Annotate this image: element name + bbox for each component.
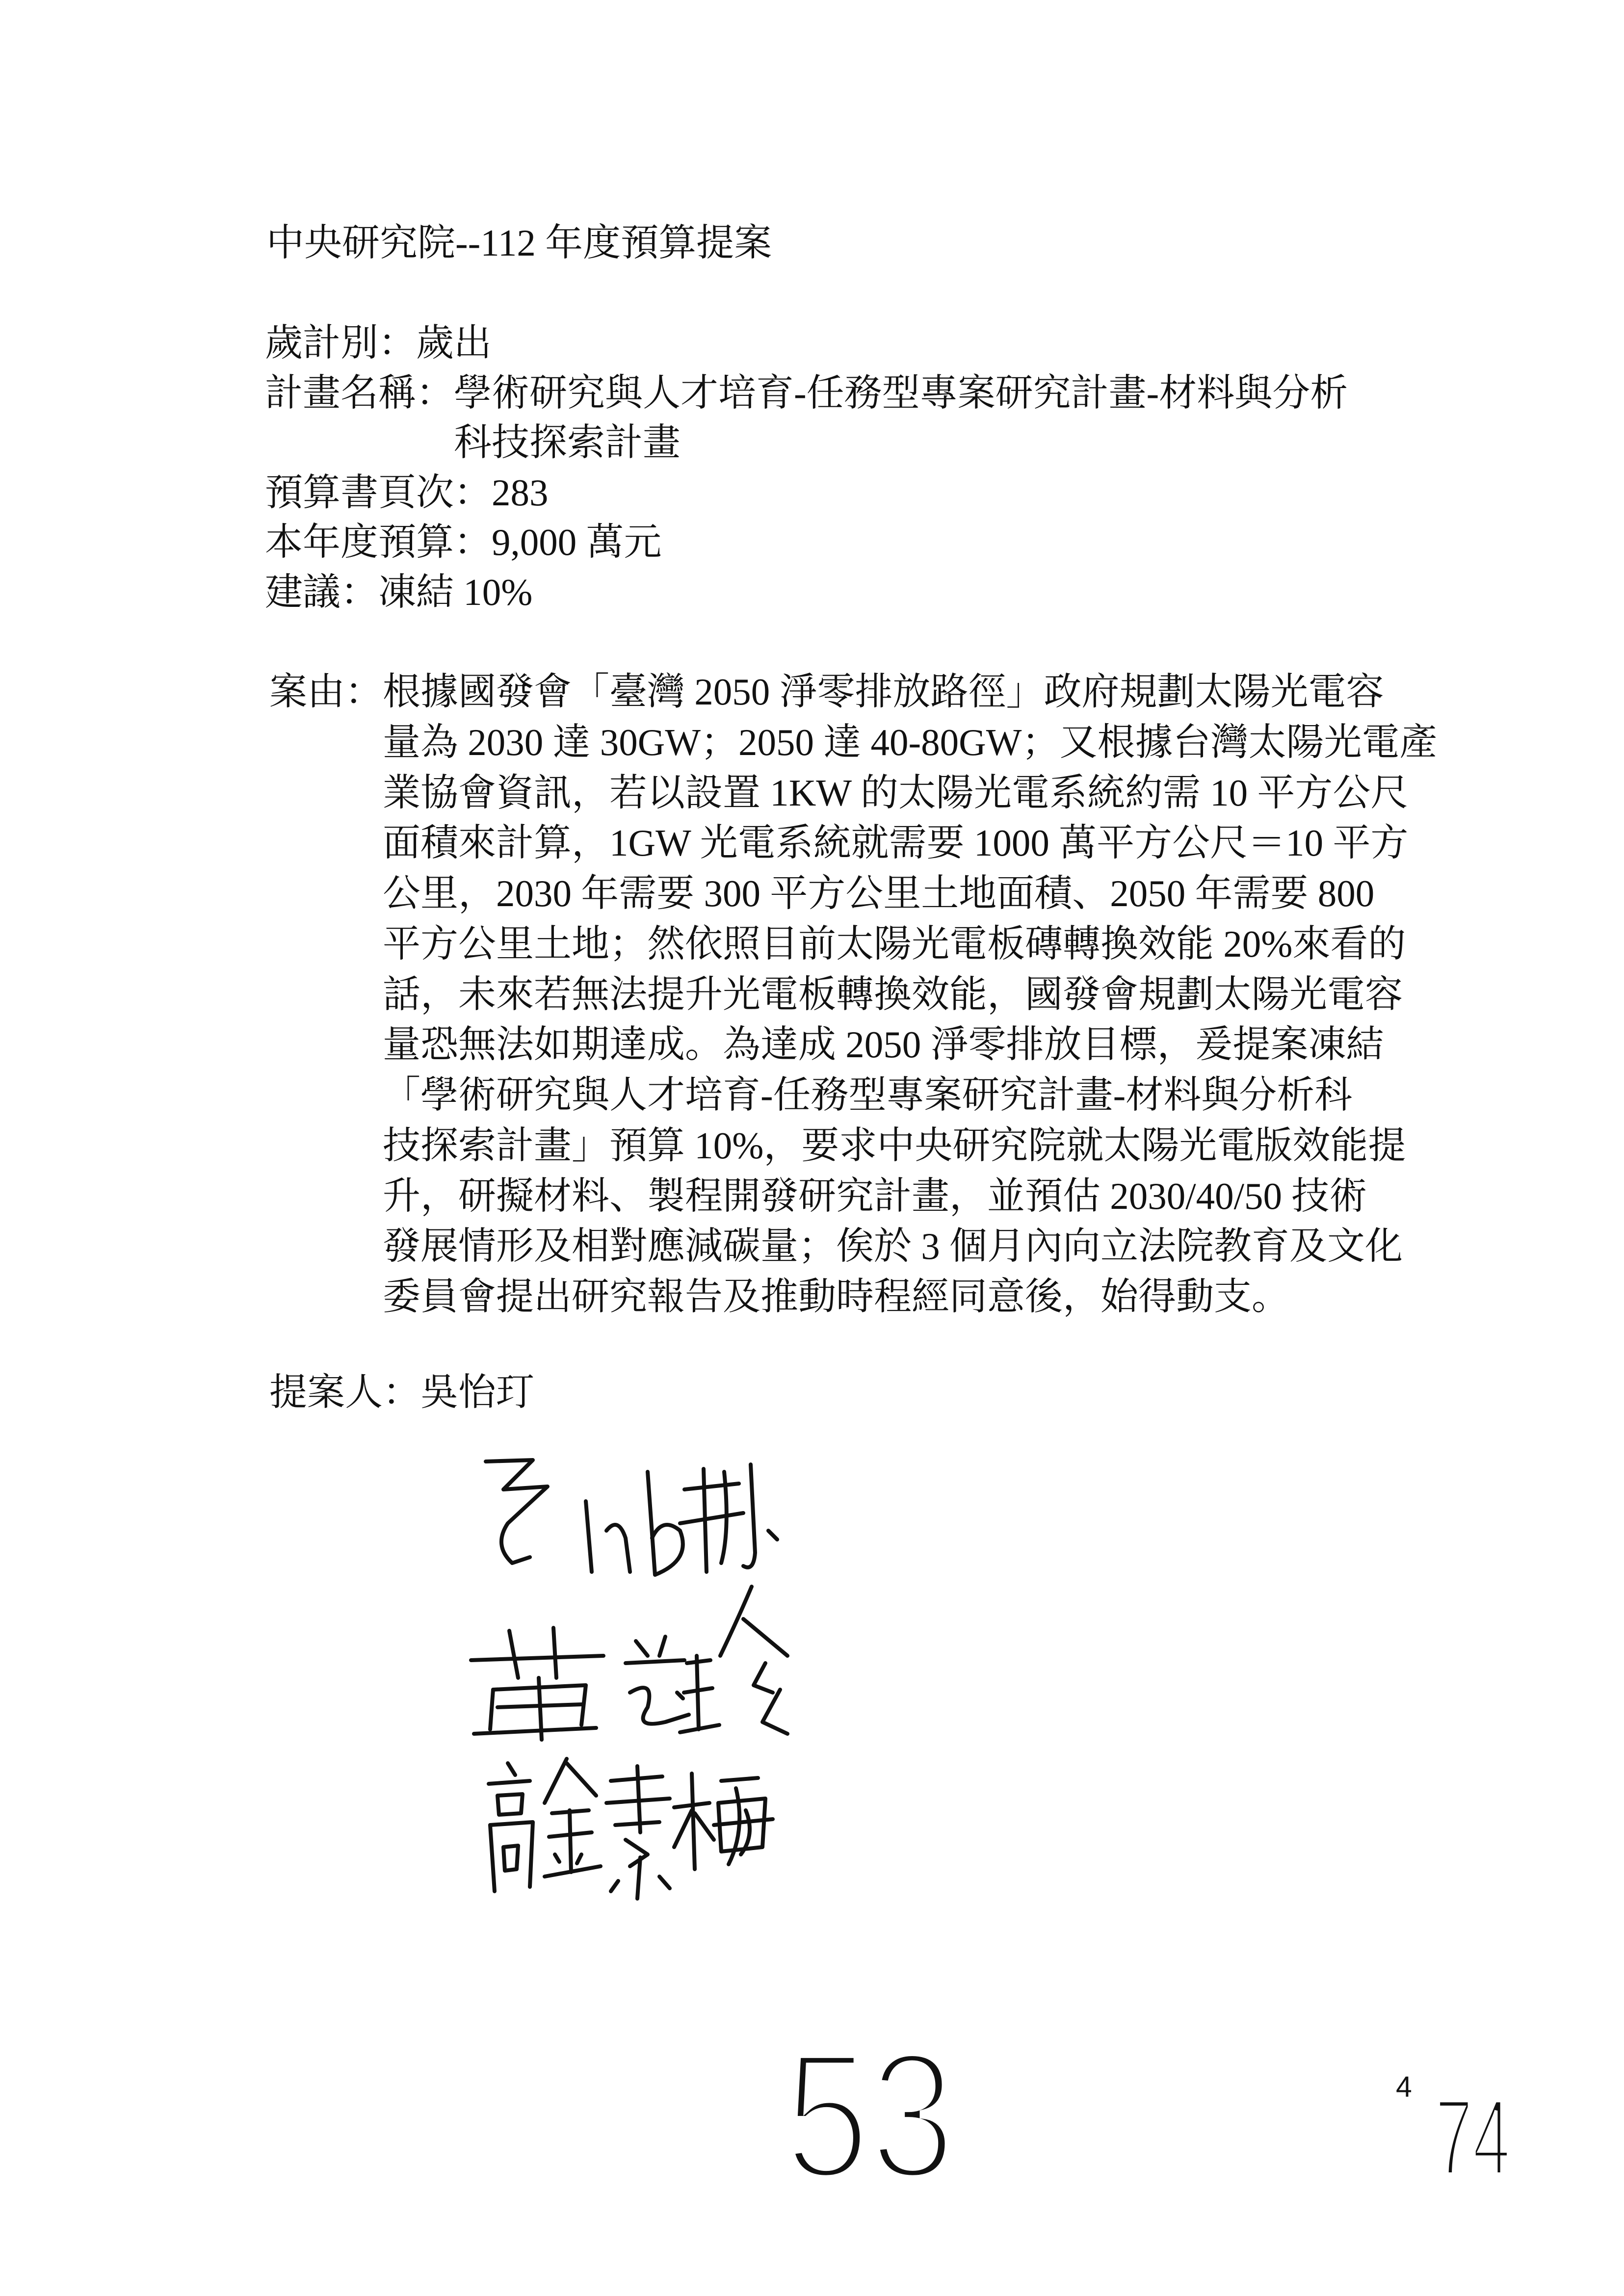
signature-stroke bbox=[768, 1531, 777, 1539]
reason-line bbox=[269, 1221, 1437, 1272]
field-value: 9,000 萬元 bbox=[492, 521, 662, 563]
reason-line bbox=[269, 1019, 1437, 1070]
signature-stroke bbox=[545, 1759, 567, 1803]
signature-stroke bbox=[471, 1656, 603, 1660]
reason-text: 公里，2030 年需要 300 平方公里土地面積、2050 年需要 800 bbox=[383, 872, 1375, 914]
signature-2 bbox=[471, 1587, 787, 1740]
signature-stroke bbox=[611, 1881, 618, 1891]
signature-stroke bbox=[721, 1778, 758, 1781]
field-value: 學術研究與人才培育-任務型專案研究計畫-材料與分析 bbox=[454, 371, 1348, 414]
reason-text: 量恐無法如期達成。為達成 2050 淨零排放目標，爰提案凍結 bbox=[383, 1023, 1384, 1066]
reason-text: 話，未來若無法提升光電板轉換效能，國發會規劃太陽光電容 bbox=[383, 973, 1403, 1016]
signature-stroke bbox=[490, 1690, 493, 1729]
reason-text: 升，研擬材料、製程開發研究計畫，並預估 2030/40/50 技術 bbox=[383, 1174, 1367, 1217]
field-label: 計畫名稱： bbox=[265, 371, 454, 414]
reason-line bbox=[269, 768, 1437, 818]
signature-stroke bbox=[680, 1513, 743, 1523]
document-title: 中央研究院--112 年度預算提案 bbox=[266, 222, 772, 264]
signature-stroke bbox=[490, 1825, 495, 1891]
signature-stroke bbox=[567, 1763, 596, 1796]
field-recommendation bbox=[265, 568, 1348, 618]
reason-text: 面積來計算，1GW 光電系統就需要 1000 萬平方公尺＝10 平方 bbox=[383, 822, 1409, 864]
field-annual-budget bbox=[265, 518, 1348, 568]
reason-text: 量為 2030 達 30GW；2050 達 40-80GW；又根據台灣太陽光電產 bbox=[383, 721, 1438, 763]
field-label: 預算書頁次： bbox=[265, 471, 492, 514]
signature-3 bbox=[489, 1759, 773, 1899]
reason-text: 委員會提出研究報告及推動時程經同意後，始得動支。 bbox=[383, 1276, 1289, 1318]
signature-stroke bbox=[754, 1663, 773, 1693]
signature-stroke bbox=[684, 1484, 739, 1489]
signature-stroke bbox=[762, 1690, 787, 1734]
signature-stroke bbox=[648, 1472, 683, 1575]
proposer-line bbox=[269, 1367, 534, 1417]
field-label: 歲計別： bbox=[265, 322, 416, 364]
field-value: 283 bbox=[492, 471, 549, 514]
reason-line bbox=[269, 818, 1437, 868]
signature-stroke bbox=[486, 1460, 548, 1563]
signature-stroke bbox=[674, 1810, 692, 1847]
signature-stroke bbox=[586, 1501, 592, 1572]
reason-text: 平方公里土地；然依照目前太陽光電板磚轉換效能 20%來看的 bbox=[383, 922, 1406, 965]
signature-stroke bbox=[697, 1656, 699, 1729]
reason-line bbox=[269, 868, 1437, 919]
signature-stroke bbox=[489, 1781, 530, 1784]
signature-stroke bbox=[606, 1525, 630, 1572]
signature-stroke bbox=[555, 1854, 559, 1862]
reason-text: 技探索計畫」預算 10%，要求中央研究院就太陽光電版效能提 bbox=[383, 1124, 1406, 1167]
field-label: 本年度預算： bbox=[265, 521, 492, 563]
signature-stroke bbox=[577, 1854, 581, 1863]
signature-1 bbox=[486, 1460, 777, 1575]
signature-stroke bbox=[743, 1619, 787, 1656]
signature-stroke bbox=[743, 1464, 755, 1567]
signatures bbox=[442, 1423, 834, 1938]
field-value: 凍結 10% bbox=[378, 571, 533, 613]
reason-text: 發展情形及相對應減碳量；俟於 3 個月內向立法院教育及文化 bbox=[383, 1225, 1403, 1268]
signature-stroke bbox=[695, 1813, 714, 1840]
reason-line bbox=[269, 667, 1437, 717]
signature-stroke bbox=[474, 1728, 596, 1734]
signature-stroke bbox=[636, 1641, 648, 1656]
field-account-type bbox=[265, 318, 1348, 368]
reason-text: 業協會資訊，若以設置 1KW 的太陽光電系統約需 10 平方公尺 bbox=[383, 771, 1409, 814]
signature-stroke bbox=[659, 1877, 670, 1888]
reason-label: 案由： bbox=[269, 671, 383, 713]
field-value: 歲出 bbox=[416, 322, 492, 364]
budget-fields bbox=[265, 318, 1348, 617]
reason-line bbox=[269, 1272, 1437, 1322]
field-label: 建議： bbox=[265, 571, 378, 613]
reason-line bbox=[269, 1070, 1437, 1121]
signature-stroke bbox=[626, 1660, 684, 1663]
reason-paragraph bbox=[269, 667, 1437, 1322]
signature-stroke bbox=[503, 1846, 518, 1871]
reason-text: 根據國發會「臺灣 2050 淨零排放路徑」政府規劃太陽光電容 bbox=[383, 671, 1384, 713]
signature-stroke bbox=[692, 1774, 695, 1869]
signature-stroke bbox=[570, 1810, 571, 1872]
reason-line bbox=[269, 1121, 1437, 1171]
field-plan-name-continued bbox=[265, 418, 1348, 468]
reason-text: 「學術研究與人才培育-任務型專案研究計畫-材料與分析科 bbox=[383, 1074, 1353, 1116]
signature-stroke bbox=[553, 1628, 556, 1678]
signature-stroke bbox=[509, 1631, 518, 1678]
signature-stroke bbox=[508, 1763, 515, 1775]
reason-line bbox=[269, 1171, 1437, 1222]
signature-stroke bbox=[677, 1693, 683, 1698]
proposer-name: 吳怡玎 bbox=[420, 1371, 534, 1413]
signature-stroke bbox=[498, 1794, 523, 1815]
handwritten-number: 53 bbox=[785, 2014, 955, 2216]
reason-line bbox=[269, 717, 1437, 768]
signature-stroke bbox=[626, 1840, 648, 1866]
signature-stroke bbox=[704, 1469, 707, 1572]
page-number: 4 bbox=[1396, 2071, 1412, 2103]
reason-line bbox=[269, 969, 1437, 1020]
signature-stroke bbox=[637, 1857, 640, 1899]
signature-stroke bbox=[659, 1637, 665, 1656]
field-value: 科技探索計畫 bbox=[454, 421, 681, 464]
proposer-label: 提案人： bbox=[269, 1371, 420, 1413]
handwritten-page-number: 74 bbox=[1435, 2077, 1511, 2198]
signature-stroke bbox=[615, 1822, 659, 1825]
signature-stroke bbox=[490, 1822, 533, 1887]
reason-line bbox=[269, 919, 1437, 969]
field-budget-page bbox=[265, 468, 1348, 518]
field-plan-name bbox=[265, 368, 1348, 418]
